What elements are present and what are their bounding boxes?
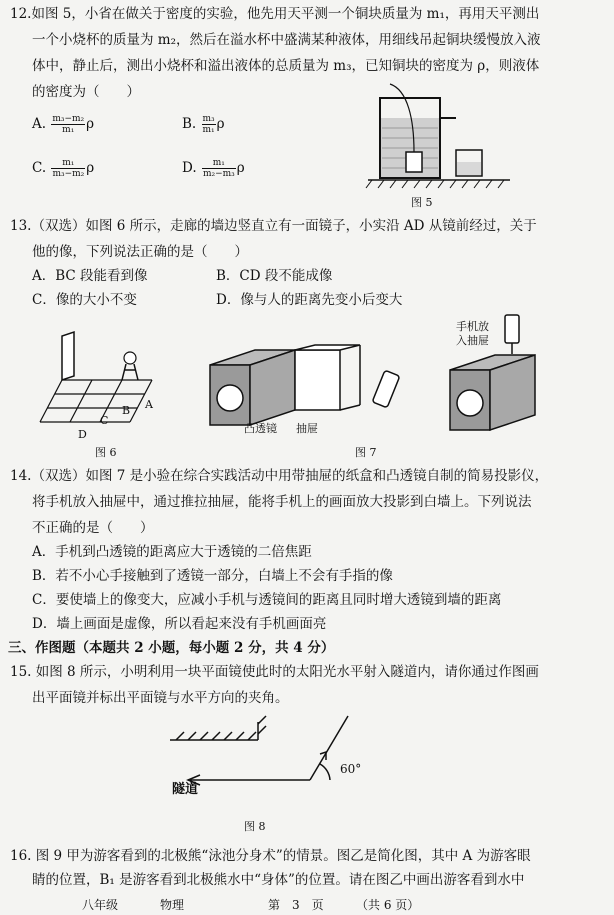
q12-option-a[interactable] [32,114,94,135]
figure-8-angle-label: 60° [340,762,362,776]
figure-7-label-drawer: 抽屉 [296,422,318,435]
option-letter: A. [32,116,47,132]
q12-option-b[interactable] [182,114,225,135]
denominator: m₁ [202,125,215,135]
q14-line-1: 14.（双选）如图 7 是小验在综合实践活动中用带抽屉的纸盒和凸透镜自制的简易投影仪， [10,468,549,484]
numerator: m₁ [202,158,236,169]
figure-6-label-d: D [78,428,87,441]
q12-option-c[interactable] [32,158,94,179]
q13-option-a[interactable]: A．BC 段能看到像 [32,268,148,284]
q12-option-d[interactable] [182,158,245,179]
figure-7-label-phone: 手机放 [456,320,489,333]
rho-symbol: ρ [236,160,245,176]
figure-6-label-b: B [122,404,131,417]
denominator: m₃−m₂ [52,169,85,179]
option-letter: B. [182,116,197,132]
numerator: m₃−m₂ [52,114,85,124]
fraction [51,158,85,179]
page-footer [0,894,614,914]
q15-line-1: 15. 如图 8 所示，小明利用一块平面镜使此时的太阳光水平射入隧道内，请你通过作图画 [10,664,539,680]
figure-8-tunnel-label: 隧道 [172,782,199,797]
rho-symbol: ρ [216,116,225,132]
figure-7-label-phone-2: 入抽屉 [456,334,489,347]
q14-option-a[interactable]: A．手机到凸透镜的距离应大于透镜的二倍焦距 [32,544,312,560]
q12-line-3: 体中，静止后，测出小烧杯和溢出液体的总质量为 m₃，已知铜块的密度为 ρ，则液体 [32,58,540,74]
figure-8-caption: 图 8 [244,820,266,833]
q14-option-b[interactable]: B．若不小心手接触到了透镜一部分，白墙上不会有手指的像 [32,568,393,584]
footer-page-number: 第 3 页 [268,898,324,912]
rho-symbol: ρ [86,160,95,176]
q16-line-2: 睛的位置，B₁ 是游客看到北极熊水中“身体”的位置。请在图乙中画出游客看到水中 [32,872,525,888]
q13-option-b[interactable]: B．CD 段不能成像 [216,268,333,284]
fraction [202,114,216,135]
q16-line-1: 16. 图 9 甲为游客看到的北极熊“泳池分身术”的情景。图乙是简化图，其中 A 为游客眼 [10,848,531,864]
q14-line-3: 不正确的是（ ） [32,520,154,536]
option-letter: C. [32,160,47,176]
numerator: m₃ [202,114,215,124]
q13-line-1: 13.（双选）如图 6 所示，走廊的墙边竖直立有一面镜子，小实沿 AD 从镜前经过，关于 [10,218,537,234]
figure-6-label-c: C [100,414,109,427]
q14-option-c[interactable]: C．要使墙上的像变大，应减小手机与透镜间的距离且同时增大透镜到墙的距离 [32,592,502,608]
q15-line-2: 出平面镜并标出平面镜与水平方向的夹角。 [32,690,289,706]
q12-line-4: 的密度为（ ） [32,84,140,100]
q14-option-d[interactable]: D．墙上画面是虚像，所以看起来没有手机画面亮 [32,616,327,632]
fraction [202,158,236,179]
footer-total-pages: （共 6 页） [356,898,420,912]
denominator: m₁ [62,125,75,135]
figure-5-caption: 图 5 [411,196,433,209]
q12-line-2: 一个小烧杯的质量为 m₂，然后在溢水杯中盛满某种液体，用细线吊起铜块缓慢放入液 [32,32,541,48]
q12-line-1: 12.如图 5，小省在做关于密度的实验，他先用天平测一个铜块质量为 m₁，再用天平测出 [10,6,540,22]
q13-option-c[interactable]: C．像的大小不变 [32,292,137,308]
fraction [51,114,85,135]
figure-7-caption: 图 7 [355,446,377,459]
q14-line-2: 将手机放入抽屉中，通过推拉抽屉，能将手机上的画面放大投影到白墙上。下列说法 [32,494,532,510]
option-letter: D. [182,160,197,176]
numerator: m₁ [51,158,85,169]
denominator: m₂−m₃ [202,169,235,179]
footer-subject: 物理 [160,898,185,912]
figure-5-overflow-cup [360,80,520,195]
q13-line-2: 他的像，下列说法正确的是（ ） [32,244,248,260]
figure-6-label-a: A [145,398,153,411]
q13-option-d[interactable]: D．像与人的距离先变小后变大 [216,292,403,308]
rho-symbol: ρ [86,116,95,132]
section-3-heading: 三、作图题（本题共 2 小题，每小题 2 分，共 4 分） [8,640,335,656]
footer-grade: 八年级 [82,898,119,912]
figure-7-label-lens: 凸透镜 [244,422,277,435]
figure-6-caption: 图 6 [95,446,117,459]
